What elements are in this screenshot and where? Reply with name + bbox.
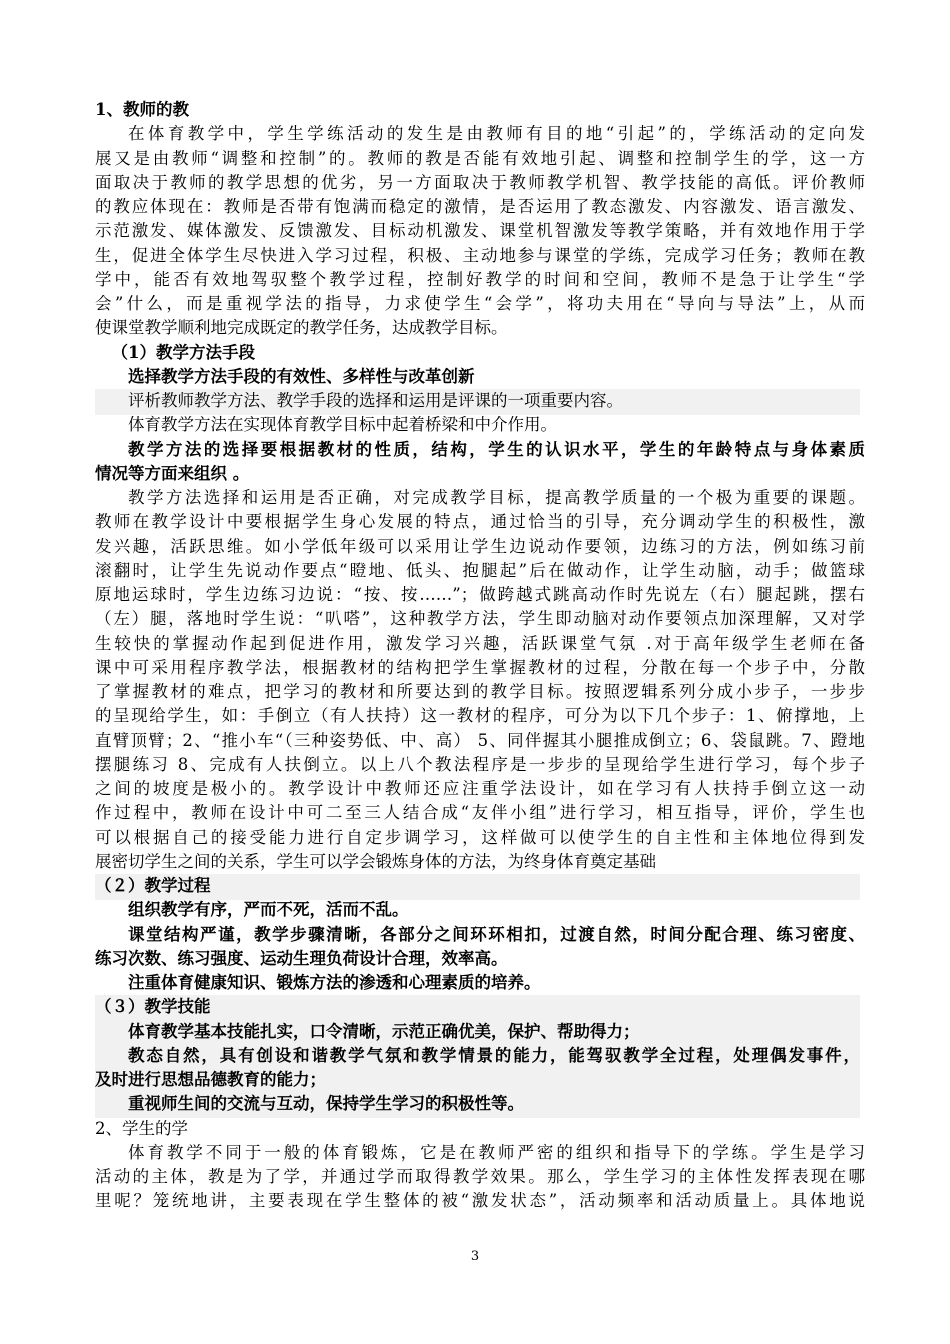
heading-line: 选择教学方法手段的有效性、多样性与改革创新 bbox=[128, 366, 475, 386]
text-line: 示范激发、媒体激发、反馈激发、目标动机激发、课堂机智激发等教学策略，并有效地作用于学 bbox=[95, 221, 865, 241]
heading-line: （２）教学过程 bbox=[95, 874, 860, 900]
text-line: 发兴趣，活跃思维。如小学低年级可以采用让学生边说动作要领，边练习的方法，例如练习前 bbox=[95, 536, 865, 556]
text-line: 可以根据自己的接受能力进行自定步调学习，这样做可以使学生的自主性和主体地位得到发 bbox=[95, 827, 865, 847]
heading-line: 体育教学基本技能扎实，口令清晰，示范正确优美，保护、帮助得力； bbox=[95, 1020, 860, 1046]
text-line: 了掌握教材的难点，把学习的教材和所要达到的教学目标。按照逻辑系列分成小步子，一步步 bbox=[95, 682, 865, 701]
text-line: 原地运球时，学生边练习边说：“按、按……”；做跨越式跳高动作时先说左（右）腿起跳，摆右 bbox=[95, 585, 865, 604]
text-line: 教学方法选择和运用是否正确，对完成教学目标，提高教学质量的一个极为重要的课题。 bbox=[128, 488, 865, 507]
text-line: 摆腿练习 8、完成有人扶倒立。以上八个教法程序是一步步的呈现给学生进行学习，每个步子 bbox=[95, 754, 865, 774]
text-line: 教师在教学设计中要根据学生身心发展的特点，通过恰当的引导，充分调动学生的积极性，激 bbox=[95, 512, 865, 532]
text-line: 里呢？笼统地讲，主要表现在学生整体的被“激发状态”，活动频率和活动质量上。具体地说 bbox=[95, 1191, 865, 1211]
heading-line: 组织教学有序，严而不死，活而不乱。 bbox=[128, 900, 409, 920]
heading-line: 课堂结构严谨，教学步骤清晰，各部分之间环环相扣，过渡自然，时间分配合理、练习密度、 bbox=[128, 924, 865, 944]
page-number: 3 bbox=[470, 1249, 480, 1264]
text-line: 活动的主体，教是为了学，并通过学而取得教学效果。那么，学生学习的主体性发挥表现在哪 bbox=[95, 1167, 865, 1186]
heading-line: 练习次数、练习强度、运动生理负荷设计合理，效率高。 bbox=[95, 948, 508, 968]
text-line: 生，促进全体学生尽快进入学习过程，积极、主动地参与课堂的学练，完成学习任务；教师在教 bbox=[95, 245, 865, 265]
text-line: 课中可采用程序教学法，根据教材的结构把学生掌握教材的过程，分散在每一个步子中，分散 bbox=[95, 657, 865, 677]
text-line: 直臂顶臂；2、“推小车“（三种姿势低、中、高） 5、同伴握其小腿推成倒立；6、袋鼠跳。7、蹬地 bbox=[95, 730, 865, 750]
heading-line: 教学方法的选择要根据教材的性质，结构，学生的认识水平，学生的年龄特点与身体素质 bbox=[128, 439, 865, 459]
heading-line: （３）教学技能 bbox=[95, 995, 860, 1021]
text-line: 会”什么，而是重视学法的指导，力求使学生“会学”，将功夫用在“导向与导法”上，从而 bbox=[95, 294, 865, 313]
heading-line: 情况等方面来组织 。 bbox=[95, 463, 250, 483]
text-line: 作过程中，教师在设计中可二至三人结合成“友伴小组”进行学习，相互指导，评价，学生也 bbox=[95, 803, 865, 823]
text-line: 展又是由教师“调整和控制”的。教师的教是否能有效地引起、调整和控制学生的学，这一方 bbox=[95, 148, 865, 168]
text-line: 使课堂教学顺利地完成既定的教学任务，达成教学目标。 bbox=[95, 318, 508, 338]
text-line: 面取决于教师的教学思想的优劣，另一方面取决于教师教学机智、教学技能的高低。评价教师 bbox=[95, 172, 865, 192]
text-line: 2、学生的学 bbox=[95, 1118, 188, 1138]
text-line: 滚翻时，让学生先说动作要点“瞪地、低头、抱腿起”后在做动作，让学生动脑，动手；做篮球 bbox=[95, 560, 865, 580]
text-line: 之间的坡度是极小的。教学设计中教师还应注重学法设计，如在学习有人扶持手倒立这一动 bbox=[95, 779, 865, 798]
text-line: 学中，能否有效地驾驭整个教学过程，控制好教学的时间和空间，教师不是急于让学生“学 bbox=[95, 269, 865, 289]
text-line: 体育教学方法在实现体育教学目标中起着桥梁和中介作用。 bbox=[128, 415, 557, 435]
heading-line: 注重体育健康知识、锻炼方法的渗透和心理素质的培养。 bbox=[128, 973, 541, 992]
text-line: 生较快的掌握动作起到促进作用，激发学习兴趣，活跃课堂气氛 .对于高年级学生老师在备 bbox=[95, 633, 865, 653]
text-line: 的呈现给学生，如：手倒立（有人扶持）这一教材的程序，可分为以下几个步子：1、俯撑地，上 bbox=[95, 706, 865, 726]
text-line: 展密切学生之间的关系，学生可以学会锻炼身体的方法，为终身体育奠定基础 bbox=[95, 851, 656, 871]
heading-line: （1）教学方法手段 bbox=[111, 342, 255, 362]
text-line: （左）腿，落地时学生说：“叭嗒”，这种教学方法，学生即动脑对动作要领点加深理解，又对学 bbox=[95, 609, 865, 629]
heading-line: 教态自然，具有创设和谐教学气氛和教学情景的能力，能驾驭教学全过程，处理偶发事件， bbox=[95, 1044, 860, 1070]
heading-line: 重视师生间的交流与互动，保持学生学习的积极性等。 bbox=[95, 1092, 860, 1118]
text-line: 在体育教学中，学生学练活动的发生是由教师有目的地“引起”的，学练活动的定向发 bbox=[128, 124, 865, 144]
text-line: 的教应体现在：教师是否带有饱满而稳定的激情，是否运用了教态激发、内容激发、语言激发、 bbox=[95, 197, 865, 216]
heading-line: 及时进行思想品德教育的能力； bbox=[95, 1068, 860, 1094]
text-line: 体育教学不同于一般的体育锻炼，它是在教师严密的组织和指导下的学练。学生是学习 bbox=[128, 1142, 865, 1162]
text-line: 评析教师教学方法、教学手段的选择和运用是评课的一项重要内容。 bbox=[95, 389, 860, 415]
heading-line: 1、教师的教 bbox=[95, 100, 189, 119]
